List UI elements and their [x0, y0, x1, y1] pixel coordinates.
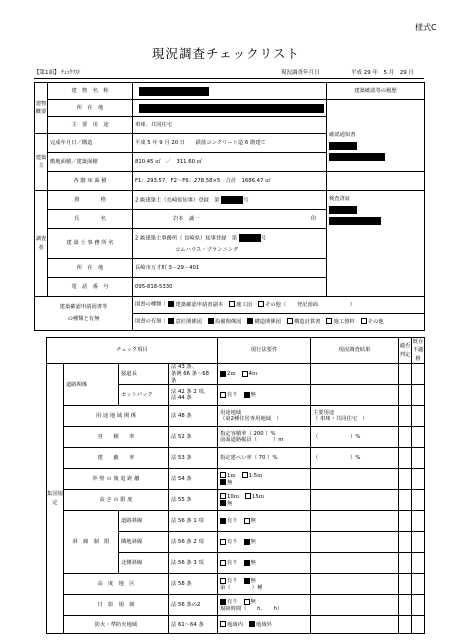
document-types-label: 図書の種類 — [135, 301, 162, 308]
wall-setback-options-option — [220, 480, 232, 486]
shadow-checkboxes — [220, 599, 262, 605]
checkbox[interactable] — [220, 599, 226, 605]
checkbox-label: その他 — [367, 318, 384, 325]
shadow-regulation-label: 日 影 規 制 — [64, 595, 169, 616]
existing-cell — [412, 385, 425, 406]
height-district-checkboxes-option — [244, 578, 256, 584]
north-slant-options — [218, 553, 311, 574]
checkbox-label: 2ｍ — [227, 371, 236, 378]
height-limit-law: 法 55 条 — [169, 490, 218, 511]
checkbox[interactable] — [244, 518, 250, 524]
height-limit-result — [311, 490, 399, 511]
confirmation-notice-cell — [327, 100, 425, 172]
document-type-option — [229, 302, 252, 308]
existing-cell — [412, 574, 425, 595]
height-limit-label: 高 さ の 限 度 — [64, 490, 169, 511]
suit-cell — [399, 406, 412, 427]
shadow-checkboxes-option — [220, 599, 238, 605]
road-slant-result — [311, 511, 399, 532]
phone-label: 電 話 番 号 — [48, 278, 133, 297]
floor-area-ratio-label: 容 積 率 — [64, 427, 169, 448]
address-label: 所 在 地 — [48, 100, 133, 117]
checkbox[interactable] — [220, 392, 226, 398]
existing-cell — [412, 511, 425, 532]
checkbox-label: 施工資料 — [333, 318, 355, 325]
checkbox-label: 1.5ｍ — [248, 472, 263, 479]
qualification-text: 2 級建築士（長崎県知事）登録 第 — [135, 197, 220, 204]
checkbox[interactable] — [244, 578, 250, 584]
checkbox-label: 有り — [227, 392, 238, 399]
existing-cell — [412, 490, 425, 511]
checkbox[interactable] — [220, 500, 226, 506]
adjacent-slant-label: 隣地斜線 — [119, 532, 169, 553]
floor-area-label: 各 階 床 面 積 — [48, 172, 133, 191]
existing-nonconforming-header: 既存不適格 — [412, 339, 424, 362]
area-value: 810.45 ㎡ ／ 311.60 ㎡ — [133, 153, 327, 172]
page-title: 現況調査チェックリスト — [152, 46, 300, 61]
seal-mark: 印 — [310, 215, 316, 222]
road-slant-law: 法 56 条 1 項 — [169, 511, 218, 532]
checkbox[interactable] — [244, 392, 250, 398]
header-rule — [34, 78, 424, 79]
checklist-table — [46, 337, 425, 634]
road-label: 道路関係 — [64, 364, 119, 406]
office-name-label: 建 築 士 事 務 所 名 — [48, 229, 133, 259]
checkbox-label: 構造関係図 — [254, 318, 281, 325]
suit-cell — [399, 616, 412, 634]
checkbox[interactable] — [244, 539, 250, 545]
road-slant-label: 道路斜線 — [119, 511, 169, 532]
checkbox[interactable] — [168, 318, 174, 324]
completion-label: 完成年月日／構造 — [48, 134, 133, 153]
existing-cell — [412, 427, 425, 448]
height-district-options — [218, 574, 311, 595]
checkbox[interactable] — [247, 318, 253, 324]
redaction — [329, 142, 357, 150]
document-presence-label: 図書の有無 — [135, 318, 162, 325]
coverage-ratio-result: （ ）% — [311, 448, 399, 469]
road-contact-result — [311, 364, 399, 385]
suit-cell — [399, 595, 412, 616]
road-contact-law: 法 43 条、 条例 66 条〜68 条 — [169, 364, 218, 385]
north-slant-options-option — [220, 560, 238, 566]
office-address-value: 長崎市万才町 3－29－401 — [133, 259, 327, 278]
zoning-requirement: 用途地域 （第2種住居専用地域 ） — [218, 406, 311, 427]
suit-cell — [399, 511, 412, 532]
checkbox-label: 無 — [250, 578, 256, 585]
fire-district-options — [218, 616, 311, 634]
redaction — [221, 196, 243, 204]
height-district-law: 法 58 条 — [169, 574, 218, 595]
suit-cell — [399, 385, 412, 406]
checkbox[interactable] — [361, 318, 367, 324]
setback-options-option — [244, 392, 256, 398]
checkbox-label: 有り — [227, 599, 238, 606]
checkbox-label: 無 — [227, 479, 233, 486]
setback-options-option — [220, 392, 238, 398]
qualification-suffix: 号 — [243, 197, 249, 204]
checkbox-label: 無 — [250, 599, 256, 606]
checkbox-label: 有り — [227, 560, 238, 567]
investigator-name: 岩本 誠一 — [173, 215, 200, 222]
document-presence-option — [247, 319, 281, 325]
suit-cell — [399, 574, 412, 595]
document-presence-option — [208, 319, 242, 325]
setback-label: セットバック — [119, 385, 169, 406]
checkbox[interactable] — [220, 518, 226, 524]
north-slant-law: 法 56 条 3 項 — [169, 553, 218, 574]
checkbox-label: 有り — [227, 578, 238, 585]
confirmation-history-label: 建築確認等の履歴 — [327, 83, 425, 100]
document-presence-option — [361, 319, 384, 325]
redaction — [139, 87, 209, 96]
suit-cell — [399, 532, 412, 553]
checkbox[interactable] — [287, 318, 293, 324]
investigator-name-label: 氏 名 — [48, 210, 133, 229]
zoning-result: 主要用途 （ 車庫・共同住宅 ） — [311, 406, 399, 427]
checkbox[interactable] — [242, 371, 248, 377]
checkbox-label: その他（ 登記図面 ） — [265, 301, 356, 308]
fire-district-label: 防火・準防火地域 — [64, 616, 169, 634]
address-value — [133, 100, 327, 117]
redaction — [239, 234, 261, 242]
checkbox[interactable] — [258, 301, 264, 307]
document-presence-option — [287, 319, 321, 325]
checkbox[interactable] — [326, 318, 332, 324]
checkbox-label: 無 — [227, 500, 233, 507]
qualification-label: 資 格 — [48, 191, 133, 210]
survey-result-header: 現況調査結果 — [311, 338, 399, 364]
redaction — [329, 217, 381, 225]
floor-area-ratio-result: （ ）% — [311, 427, 399, 448]
setback-options — [218, 385, 311, 406]
north-slant-options-option — [244, 560, 256, 566]
investigator-group: 調査者 — [35, 191, 48, 297]
north-slant-result — [311, 553, 399, 574]
phone-value: 095-818-5330 — [133, 278, 327, 297]
existing-cell — [412, 364, 425, 385]
fire-district-options-option — [220, 622, 243, 628]
checkbox-label: 10ｍ — [227, 493, 240, 500]
office-suffix: 号 — [260, 235, 267, 242]
setback-result — [311, 385, 399, 406]
checkbox-label: 建築確認申請書副本 — [175, 301, 224, 308]
redaction — [139, 104, 324, 113]
checkbox[interactable] — [242, 472, 248, 478]
height-district-label: 高 度 地 区 — [64, 574, 169, 595]
checkbox[interactable] — [220, 539, 226, 545]
suit-cell — [399, 448, 412, 469]
checkbox[interactable] — [220, 472, 226, 478]
zoning-law: 法 48 条 — [169, 406, 218, 427]
existing-cell — [412, 595, 425, 616]
check-item-header: チェック項目 — [47, 338, 218, 364]
height-district-checkboxes-option — [220, 578, 238, 584]
shadow-regulation-law: 法 56 条の2 — [169, 595, 218, 616]
road-contact-options — [218, 364, 311, 385]
height-limit-options-option — [245, 494, 264, 500]
document-type-option — [168, 302, 223, 308]
checkbox-label: 有り — [227, 518, 238, 525]
road-slant-options-option — [244, 518, 256, 524]
document-presence-row: 図書の有無｜ 意匠関係図 設備関係図 構造関係図 構造計算書 施工資料 その他 — [133, 314, 425, 331]
checkbox[interactable] — [220, 578, 226, 584]
existing-cell — [412, 469, 425, 490]
existing-cell — [412, 448, 425, 469]
main-use-value: 車庫、共同住宅 — [133, 117, 327, 134]
group-rules-label: 集団規定 — [47, 364, 64, 634]
checkbox-label: 施工図 — [236, 301, 253, 308]
fire-district-options-option — [249, 622, 272, 628]
wall-setback-options — [218, 469, 311, 490]
floor-area-value: F1：293.57、F2〜F6：278.58×5 合計 1686.47 ㎡ — [133, 172, 327, 191]
shadow-note: 規制時間（ h、 h） — [220, 605, 283, 612]
confirmation-notice-label: 確認通知書 — [329, 132, 356, 138]
checkbox[interactable] — [249, 621, 255, 627]
checkbox-label: 構造計算書 — [293, 318, 321, 325]
existing-cell — [412, 532, 425, 553]
adjacent-slant-options — [218, 532, 311, 553]
suit-cell — [399, 469, 412, 490]
checkbox-label: 意匠関係図 — [175, 318, 202, 325]
checkbox[interactable] — [220, 371, 226, 377]
document-presence-list — [168, 319, 389, 325]
checkbox-label: 地域内 — [227, 621, 243, 628]
document-type-option — [258, 302, 355, 308]
redaction — [329, 206, 357, 214]
checkbox[interactable] — [220, 493, 226, 499]
area-label: 敷地面積／建築面積 — [48, 153, 133, 172]
slant-limit-label: 斜 線 制 限 — [64, 511, 119, 574]
road-contact-options-option — [220, 371, 236, 377]
checkbox-label: 4ｍ — [248, 371, 258, 378]
survey-date-value: 平成 29 年 5 月 29 日 — [351, 70, 414, 76]
height-district-result — [311, 574, 399, 595]
sheet-label: 【第1面】 ﾁｪｯｸﾘｽﾄ — [34, 70, 81, 76]
checkbox-label: 無 — [250, 392, 256, 399]
fire-district-result — [311, 616, 399, 634]
checkbox-label: 1ｍ — [227, 472, 236, 479]
road-slant-options — [218, 511, 311, 532]
coverage-ratio-law: 法 53 条 — [169, 448, 218, 469]
adjacent-slant-law: 法 56 条 2 項 — [169, 532, 218, 553]
office-name: コムハウス・プランニング — [175, 246, 239, 253]
main-use-label: 主 要 用 途 — [48, 117, 133, 134]
floor-area-ratio-requirement: 指定容積率（ 200 ）% 前面道路幅員（ ）m — [218, 427, 311, 448]
road-slant-options-option — [220, 518, 238, 524]
suit-cell — [399, 490, 412, 511]
existing-cell — [412, 553, 425, 574]
height-limit-options — [218, 490, 311, 511]
checkbox[interactable] — [220, 479, 226, 485]
survey-date-label: 現況調査年月日 — [281, 70, 320, 76]
north-slant-label: 北側斜線 — [119, 553, 169, 574]
shadow-regulation-result — [311, 595, 399, 616]
wall-setback-options-option — [220, 473, 236, 479]
office-name-value — [133, 229, 327, 259]
road-contact-options-option — [242, 371, 258, 377]
building-owner-group: 建築主 — [35, 134, 48, 191]
checkbox[interactable] — [244, 560, 250, 566]
suit-cell — [399, 553, 412, 574]
existing-cell — [412, 406, 425, 427]
checkbox-label: 無 — [250, 518, 256, 525]
suit-cell — [399, 364, 412, 385]
office-address-label: 所 在 地 — [48, 259, 133, 278]
law-requirement-header: 現行法要件 — [218, 338, 311, 364]
checkbox-label: 地域外 — [255, 621, 272, 628]
setback-law: 法 42 条 2 項、 法 44 条 — [169, 385, 218, 406]
qualification-value — [133, 191, 327, 210]
checkbox[interactable] — [220, 560, 226, 566]
shadow-regulation-options — [218, 595, 311, 616]
checkbox[interactable] — [208, 318, 214, 324]
zoning-label: 用 途 地 域 関 係 — [64, 406, 169, 427]
completion-value: 平成 5 年 9 月 20 日 鉄筋コンクリート造 6 階建て — [133, 134, 327, 153]
documents-label: 建築確認申請図書等 の種類と有無 — [35, 297, 133, 331]
suit-cell — [399, 427, 412, 448]
document-types-row: 図書の種類｜ 建築確認申請書副本 施工図 その他（ 登記図面 ） — [133, 297, 425, 314]
wall-setback-result — [311, 469, 399, 490]
inspection-cell — [327, 191, 425, 297]
checkbox[interactable] — [245, 493, 251, 499]
document-presence-option — [326, 319, 354, 325]
coverage-ratio-label: 建 蔽 率 — [64, 448, 169, 469]
building-name-value — [133, 83, 327, 100]
height-district-note: 第（ ）種 — [220, 584, 263, 591]
wall-setback-law: 法 54 条 — [169, 469, 218, 490]
form-id: 様式C — [415, 23, 437, 32]
empty-cell — [327, 172, 425, 191]
checkbox-label: 有り — [227, 539, 238, 546]
investigator-name-value — [133, 210, 327, 229]
checkbox[interactable] — [168, 301, 174, 307]
floor-area-ratio-law: 法 52 条 — [169, 427, 218, 448]
redaction — [329, 153, 385, 161]
adjacent-slant-options-option — [244, 539, 256, 545]
fire-district-law: 法 61〜64 条 — [169, 616, 218, 634]
suitability-header: 適否判定 — [399, 338, 412, 364]
checkbox-label: 無 — [250, 560, 256, 567]
adjacent-slant-options-option — [220, 539, 238, 545]
height-limit-options-option — [220, 501, 232, 507]
document-presence-option — [168, 319, 202, 325]
office-registration: 2 級建築士事務所（ 長崎県）知事登録 第 — [135, 235, 238, 242]
adjacent-slant-result — [311, 532, 399, 553]
building-name-label: 建 物 名 称 — [48, 83, 133, 100]
checkbox[interactable] — [244, 599, 250, 605]
height-limit-options-option — [220, 494, 239, 500]
document-types-list — [168, 302, 361, 308]
building-overview-group: 建物概要 — [35, 83, 48, 134]
wall-setback-label: 外 壁 の 後 退 距 離 — [64, 469, 169, 490]
overview-table — [34, 82, 425, 331]
existing-cell — [412, 616, 425, 634]
checkbox-label: 無 — [250, 539, 256, 546]
coverage-ratio-requirement: 指定建ぺい率（ 70 ）% — [218, 448, 311, 469]
checkbox[interactable] — [229, 301, 235, 307]
wall-setback-options-option — [242, 473, 263, 479]
checkbox-label: 15ｍ — [252, 493, 265, 500]
checkbox[interactable] — [220, 621, 226, 627]
inspection-label: 検査済証 — [329, 196, 351, 202]
road-contact-label: 接道長 — [119, 364, 169, 385]
shadow-checkboxes-option — [244, 599, 256, 605]
height-district-checkboxes — [220, 578, 262, 584]
checkbox-label: 設備関係図 — [214, 318, 242, 325]
